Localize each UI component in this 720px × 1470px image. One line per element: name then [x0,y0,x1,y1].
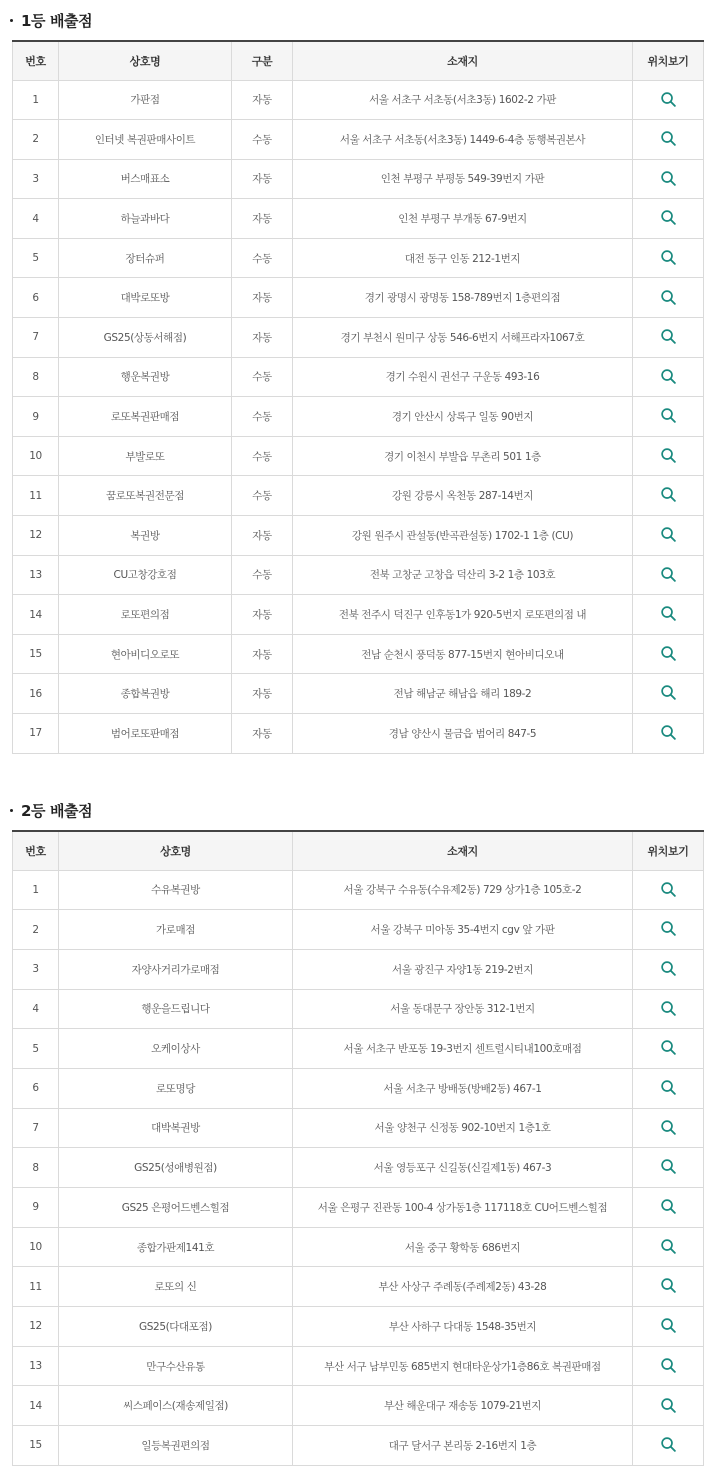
search-icon-svg [660,447,677,464]
cell-name: 장터슈퍼 [59,238,232,278]
header-location: 위치보기 [633,41,704,80]
cell-address: 전북 전주시 덕진구 인후동1가 920-5번지 로또편의점 내 [293,595,633,635]
search-icon[interactable] [658,247,678,267]
table-row [13,436,704,476]
cell-name: 씨스페이스(재송제일점) [59,1386,293,1426]
cell-address: 대구 달서구 본리동 2-16번지 1층 [293,1426,633,1466]
search-icon[interactable] [658,604,678,624]
search-icon-svg [660,1238,677,1255]
cell-no: 5 [13,238,59,278]
cell-location [633,278,704,318]
cell-address: 강원 강릉시 옥천동 287-14번지 [293,476,633,516]
table-row [13,1068,704,1108]
search-icon[interactable] [658,683,678,703]
table-row [13,949,704,989]
search-icon-svg [660,91,677,108]
search-icon-svg [660,1317,677,1334]
cell-address: 서울 강북구 미아동 35-4번지 cgv 앞 가판 [293,910,633,950]
section-second-prize [0,790,720,1466]
table-row [13,1426,704,1466]
cell-name: 꿈로또복권전문점 [59,476,232,516]
cell-location [633,555,704,595]
cell-address: 서울 양천구 신정동 902-10번지 1층1호 [293,1108,633,1148]
cell-name: CU고창강호점 [59,555,232,595]
cell-no: 8 [13,357,59,397]
table-row [13,555,704,595]
cell-location [633,80,704,120]
search-icon[interactable] [658,287,678,307]
table-row [13,1346,704,1386]
cell-no: 7 [13,1108,59,1148]
table-row [13,1307,704,1347]
search-icon-svg [660,920,677,937]
search-icon-svg [660,1158,677,1175]
cell-no: 5 [13,1029,59,1069]
search-icon-svg [660,1357,677,1374]
search-icon[interactable] [658,327,678,347]
cell-address: 서울 서초구 서초동(서초3동) 1449-6-4층 동행복권본사 [293,120,633,160]
search-icon-svg [660,960,677,977]
cell-name: 종합복권방 [59,674,232,714]
search-icon-svg [660,328,677,345]
cell-address: 경기 수원시 권선구 구운동 493-16 [293,357,633,397]
cell-name: 가로매점 [59,910,293,950]
cell-address: 인천 부평구 부개동 67-9번지 [293,199,633,239]
search-icon-svg [660,566,677,583]
cell-address: 전남 해남군 해남읍 해리 189-2 [293,674,633,714]
table-row [13,870,704,910]
cell-address: 강원 원주시 관설동(반곡관설동) 1702-1 1층 (CU) [293,516,633,556]
cell-no: 10 [13,436,59,476]
header-type: 구분 [232,41,293,80]
search-icon[interactable] [658,1355,678,1375]
cell-name: 로또복권판매점 [59,397,232,437]
cell-no: 17 [13,714,59,754]
table-row [13,1148,704,1188]
table-row [13,80,704,120]
cell-name: 부발로또 [59,436,232,476]
cell-no: 1 [13,80,59,120]
cell-location [633,1188,704,1228]
search-icon-svg [660,1000,677,1017]
cell-location [633,1227,704,1267]
search-icon-svg [660,645,677,662]
table-row [13,278,704,318]
search-icon[interactable] [658,168,678,188]
search-icon-svg [660,1039,677,1056]
cell-type: 자동 [232,159,293,199]
table-row [13,1108,704,1148]
search-icon[interactable] [658,129,678,149]
search-icon-svg [660,1397,677,1414]
search-icon[interactable] [658,406,678,426]
table-row [13,516,704,556]
search-icon-svg [660,1079,677,1096]
search-icon-svg [660,526,677,543]
cell-location [633,397,704,437]
table-row [13,120,704,160]
cell-location [633,1346,704,1386]
table-row [13,318,704,358]
cell-type: 수동 [232,238,293,278]
table-row [13,199,704,239]
search-icon[interactable] [658,445,678,465]
cell-no: 12 [13,1307,59,1347]
cell-name: 하늘과바다 [59,199,232,239]
search-icon-svg [660,130,677,147]
search-icon-svg [660,1198,677,1215]
cell-location [633,674,704,714]
cell-name: 인터넷 복권판매사이트 [59,120,232,160]
cell-no: 9 [13,397,59,437]
cell-name: 복권방 [59,516,232,556]
cell-name: 로또편의점 [59,595,232,635]
bullet-icon [10,19,13,22]
search-icon-svg [660,1119,677,1136]
cell-no: 15 [13,1426,59,1466]
cell-no: 3 [13,159,59,199]
cell-name: 자양사거리가로매점 [59,949,293,989]
cell-no: 14 [13,1386,59,1426]
search-icon[interactable] [658,1117,678,1137]
search-icon-svg [660,249,677,266]
first-prize-table [12,40,704,754]
cell-name: 로또의 신 [59,1267,293,1307]
cell-address: 경기 이천시 부발읍 무촌리 501 1층 [293,436,633,476]
cell-no: 8 [13,1148,59,1188]
table-row [13,159,704,199]
cell-location [633,870,704,910]
cell-location [633,910,704,950]
search-icon[interactable] [658,1276,678,1296]
cell-no: 10 [13,1227,59,1267]
header-name: 상호명 [59,831,293,870]
table-header-row [13,831,704,870]
cell-location [633,436,704,476]
cell-name: 종합가판제141호 [59,1227,293,1267]
table-row [13,1227,704,1267]
cell-location [633,714,704,754]
search-icon-svg [660,684,677,701]
cell-address: 경기 부천시 원미구 상동 546-6번지 서해프라자1067호 [293,318,633,358]
cell-location [633,516,704,556]
cell-location [633,1386,704,1426]
cell-name: GS25(성애병원점) [59,1148,293,1188]
cell-no: 2 [13,120,59,160]
search-icon[interactable] [658,958,678,978]
cell-no: 2 [13,910,59,950]
cell-type: 자동 [232,634,293,674]
cell-no: 4 [13,199,59,239]
cell-type: 수동 [232,357,293,397]
table-row [13,674,704,714]
cell-address: 인천 부평구 부평동 549-39번지 가판 [293,159,633,199]
cell-address: 전북 고창군 고창읍 덕산리 3-2 1층 103호 [293,555,633,595]
cell-address: 전남 순천시 풍덕동 877-15번지 현아비디오내 [293,634,633,674]
cell-address: 경기 광명시 광명동 158-789번지 1층편의점 [293,278,633,318]
search-icon[interactable] [658,1078,678,1098]
cell-name: 오케이상사 [59,1029,293,1069]
cell-location [633,949,704,989]
cell-name: GS25(다대포점) [59,1307,293,1347]
cell-type: 수동 [232,555,293,595]
table-row [13,595,704,635]
cell-address: 서울 은평구 진관동 100-4 상가동1층 117118호 CU어드벤스힐점 [293,1188,633,1228]
search-icon[interactable] [658,919,678,939]
table-row [13,238,704,278]
cell-name: 가판점 [59,80,232,120]
cell-address: 서울 서초구 방배동(방배2동) 467-1 [293,1068,633,1108]
cell-type: 자동 [232,278,293,318]
cell-location [633,199,704,239]
search-icon[interactable] [658,208,678,228]
cell-no: 1 [13,870,59,910]
cell-no: 11 [13,476,59,516]
search-icon-svg [660,289,677,306]
cell-name: 만구수산유통 [59,1346,293,1386]
cell-address: 서울 동대문구 장안동 312-1번지 [293,989,633,1029]
table-row [13,989,704,1029]
cell-no: 7 [13,318,59,358]
cell-name: 현아비디오로또 [59,634,232,674]
cell-no: 6 [13,278,59,318]
search-icon[interactable] [658,1395,678,1415]
table-row [13,634,704,674]
search-icon[interactable] [658,564,678,584]
second-prize-table [12,830,704,1466]
cell-name: 범어로또판매점 [59,714,232,754]
header-address: 소재지 [293,41,633,80]
cell-location [633,159,704,199]
search-icon-svg [660,881,677,898]
cell-no: 4 [13,989,59,1029]
cell-type: 자동 [232,714,293,754]
bullet-icon [10,809,13,812]
search-icon-svg [660,724,677,741]
header-no: 번호 [13,41,59,80]
search-icon-svg [660,407,677,424]
header-location: 위치보기 [633,831,704,870]
search-icon[interactable] [658,723,678,743]
search-icon[interactable] [658,525,678,545]
cell-address: 서울 광진구 자양1동 219-2번지 [293,949,633,989]
cell-name: 행운을드립니다 [59,989,293,1029]
search-icon[interactable] [658,1038,678,1058]
search-icon[interactable] [658,485,678,505]
table-row [13,1267,704,1307]
cell-no: 12 [13,516,59,556]
cell-address: 서울 서초구 서초동(서초3동) 1602-2 가판 [293,80,633,120]
table-row [13,357,704,397]
cell-name: GS25(상동서해점) [59,318,232,358]
cell-type: 수동 [232,397,293,437]
cell-address: 서울 중구 황학동 686번지 [293,1227,633,1267]
cell-location [633,1148,704,1188]
cell-location [633,120,704,160]
search-icon[interactable] [658,1157,678,1177]
cell-address: 서울 영등포구 신길동(신길제1동) 467-3 [293,1148,633,1188]
cell-name: 일등복권편의점 [59,1426,293,1466]
cell-location [633,238,704,278]
cell-name: 로또명당 [59,1068,293,1108]
cell-location [633,357,704,397]
cell-address: 서울 서초구 반포동 19-3번지 센트럴시티내100호매점 [293,1029,633,1069]
search-icon-svg [660,368,677,385]
section-title: 1등 배출점 [0,0,720,40]
cell-address: 대전 동구 인동 212-1번지 [293,238,633,278]
table-row [13,476,704,516]
search-icon[interactable] [658,1435,678,1455]
cell-location [633,989,704,1029]
section-title: 2등 배출점 [0,790,720,830]
cell-type: 수동 [232,476,293,516]
cell-address: 경남 양산시 물금읍 범어리 847-5 [293,714,633,754]
search-icon[interactable] [658,89,678,109]
cell-address: 부산 사하구 다대동 1548-35번지 [293,1307,633,1347]
cell-name: 버스매표소 [59,159,232,199]
cell-location [633,1108,704,1148]
search-icon[interactable] [658,998,678,1018]
cell-no: 15 [13,634,59,674]
cell-address: 경기 안산시 상록구 일동 90번지 [293,397,633,437]
cell-location [633,595,704,635]
cell-location [633,476,704,516]
cell-location [633,318,704,358]
cell-name: 행운복권방 [59,357,232,397]
cell-no: 13 [13,1346,59,1386]
cell-address: 부산 사상구 주례동(주례제2동) 43-28 [293,1267,633,1307]
cell-no: 9 [13,1188,59,1228]
search-icon-svg [660,1436,677,1453]
cell-name: 대박로또방 [59,278,232,318]
search-icon[interactable] [658,366,678,386]
cell-no: 14 [13,595,59,635]
search-icon[interactable] [658,1236,678,1256]
search-icon-svg [660,1277,677,1294]
cell-name: 수유복권방 [59,870,293,910]
cell-type: 자동 [232,595,293,635]
cell-location [633,634,704,674]
cell-location [633,1426,704,1466]
table-row [13,1029,704,1069]
search-icon[interactable] [658,879,678,899]
table-row [13,1386,704,1426]
header-name: 상호명 [59,41,232,80]
table-row [13,714,704,754]
cell-no: 16 [13,674,59,714]
table-row [13,1188,704,1228]
table-row [13,397,704,437]
header-address: 소재지 [293,831,633,870]
search-icon-svg [660,486,677,503]
cell-type: 자동 [232,80,293,120]
cell-location [633,1068,704,1108]
search-icon[interactable] [658,1197,678,1217]
cell-no: 11 [13,1267,59,1307]
cell-no: 3 [13,949,59,989]
search-icon[interactable] [658,1316,678,1336]
cell-type: 수동 [232,436,293,476]
cell-location [633,1029,704,1069]
cell-location [633,1307,704,1347]
cell-type: 자동 [232,199,293,239]
cell-type: 자동 [232,674,293,714]
cell-name: 대박복권방 [59,1108,293,1148]
table-row [13,910,704,950]
search-icon-svg [660,605,677,622]
cell-type: 자동 [232,516,293,556]
cell-type: 자동 [232,318,293,358]
cell-address: 부산 해운대구 재송동 1079-21번지 [293,1386,633,1426]
cell-location [633,1267,704,1307]
cell-no: 6 [13,1068,59,1108]
search-icon[interactable] [658,643,678,663]
cell-name: GS25 은평어드벤스힐점 [59,1188,293,1228]
cell-address: 부산 서구 남부민동 685번지 현대타운상가1층86호 복권판매점 [293,1346,633,1386]
table-header-row [13,41,704,80]
cell-type: 수동 [232,120,293,160]
search-icon-svg [660,170,677,187]
cell-no: 13 [13,555,59,595]
header-no: 번호 [13,831,59,870]
search-icon-svg [660,209,677,226]
cell-address: 서울 강북구 수유동(수유제2동) 729 상가1층 105호-2 [293,870,633,910]
